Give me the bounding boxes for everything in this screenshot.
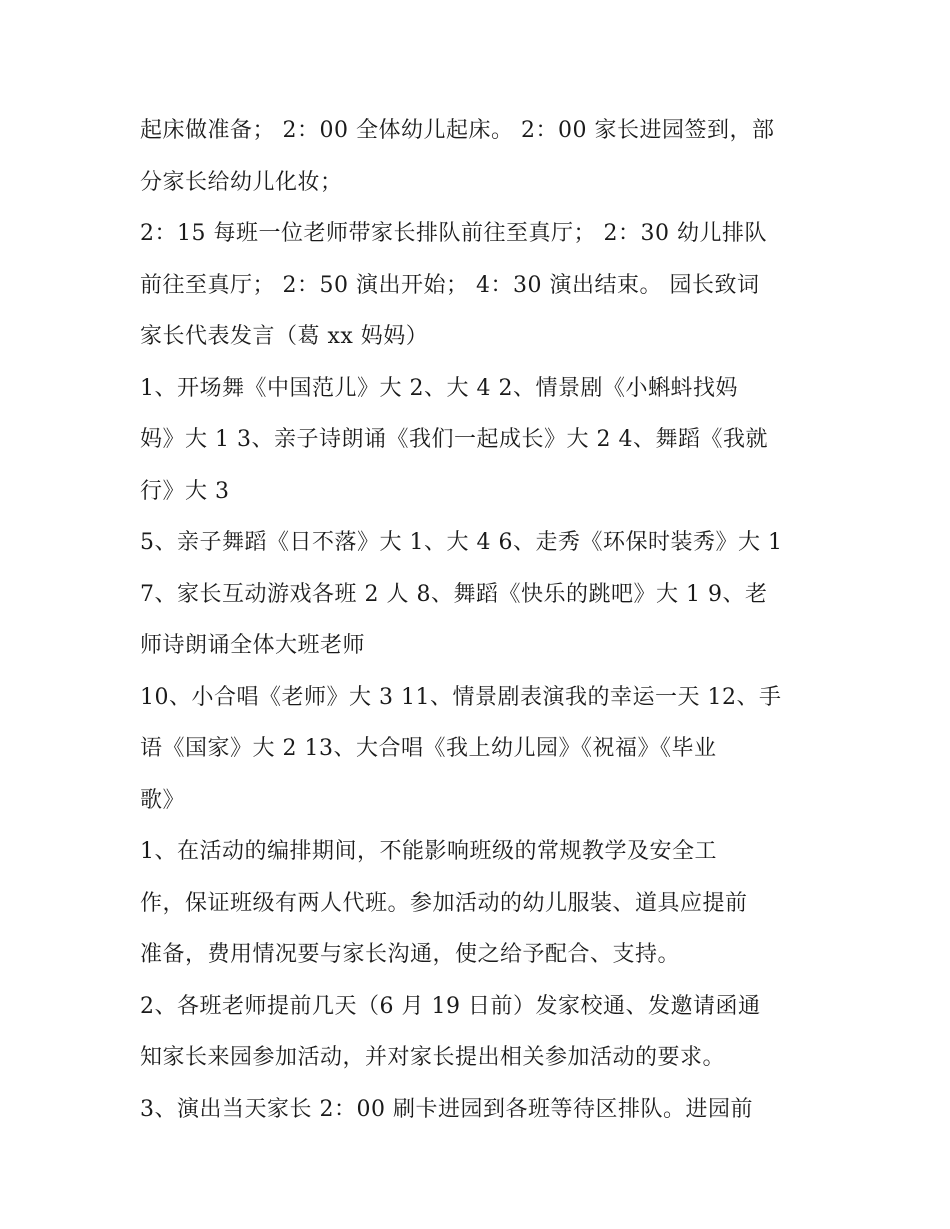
text-line: 家长代表发言（葛 xx 妈妈） xyxy=(140,324,429,349)
text-line: 2、各班老师提前几天（6 月 19 日前）发家校通、发邀请函通 xyxy=(140,993,761,1019)
text-line: 1、开场舞《中国范儿》大 2、大 4 2、情景剧《小蝌蚪找妈 xyxy=(140,375,738,401)
text-line: 10、小合唱《老师》大 3 11、情景剧表演我的幸运一天 12、手 xyxy=(140,684,782,710)
text-line: 7、家长互动游戏各班 2 人 8、舞蹈《快乐的跳吧》大 1 9、老 xyxy=(140,581,768,607)
text-line: 语《国家》大 2 13、大合唱《我上幼儿园》《祝福》《毕业 xyxy=(140,736,717,761)
text-line: 起床做准备； 2：00 全体幼儿起床。 2：00 家长进园签到，部 xyxy=(140,118,775,143)
text-line: 3、演出当天家长 2：00 刷卡进园到各班等待区排队。进园前 xyxy=(140,1096,753,1122)
text-line: 行》大 3 xyxy=(140,478,230,504)
text-line: 妈》大 1 3、亲子诗朗诵《我们一起成长》大 2 4、舞蹈《我就 xyxy=(140,427,768,452)
text-line: 师诗朗诵全体大班老师 xyxy=(140,633,366,658)
text-line: 1、在活动的编排期间，不能影响班级的常规教学及安全工 xyxy=(140,839,717,864)
text-line: 前往至真厅； 2：50 演出开始； 4：30 演出结束。 园长致词 xyxy=(140,272,760,298)
text-line: 准备，费用情况要与家长沟通，使之给予配合、支持。 xyxy=(140,942,681,967)
text-line: 5、亲子舞蹈《日不落》大 1、大 4 6、走秀《环保时装秀》大 1 xyxy=(140,530,783,555)
document-body xyxy=(140,105,840,1135)
text-line: 作，保证班级有两人代班。参加活动的幼儿服装、道具应提前 xyxy=(140,890,748,916)
text-line: 2：15 每班一位老师带家长排队前往至真厅； 2：30 幼儿排队 xyxy=(140,221,767,246)
text-line: 知家长来园参加活动，并对家长提出相关参加活动的要求。 xyxy=(140,1045,726,1070)
text-line: 歌》 xyxy=(140,787,186,813)
text-line: 分家长给幼儿化妆； xyxy=(140,169,343,195)
